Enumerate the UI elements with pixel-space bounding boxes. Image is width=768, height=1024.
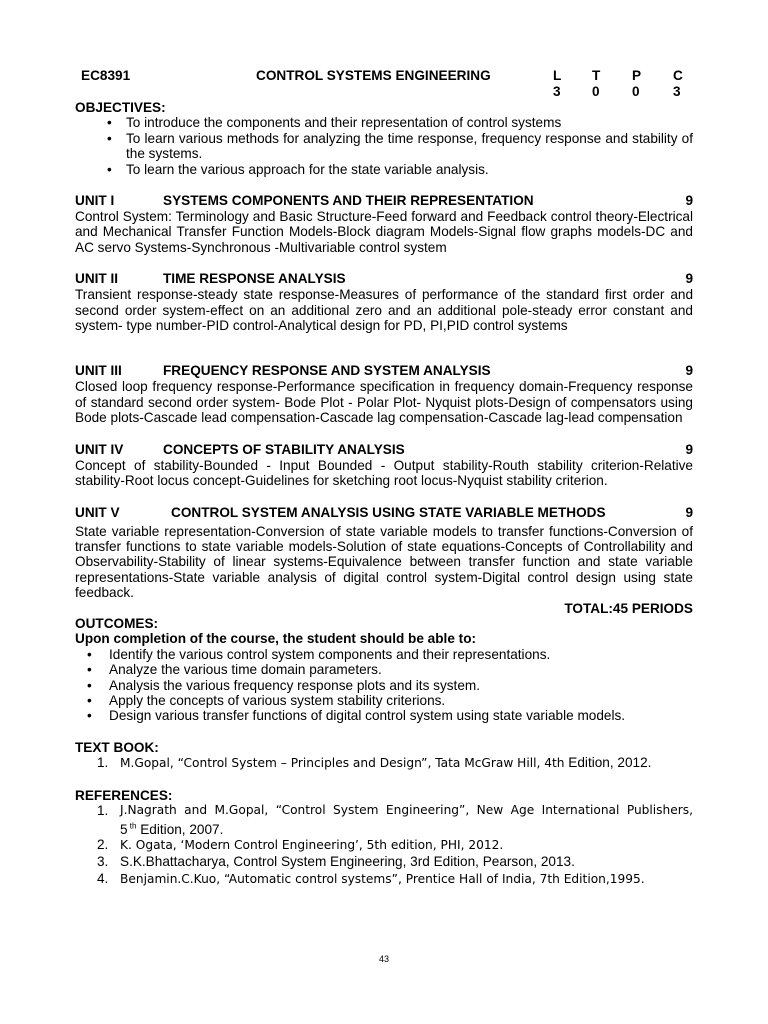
total-periods: TOTAL:45 PERIODS (564, 600, 693, 616)
unit-3-body: Closed loop frequency response-Performance specification in frequency domain-Frequency response of standard second order system- Bode Plot - Polar Plot- Nyquist plots-Design of compensators using Bode plots-Cascade lead compensation-Cascade lag compensation-Cascade lag-lead compensation (75, 379, 693, 426)
objectives-heading: OBJECTIVES: (75, 100, 166, 115)
course-code: EC8391 (81, 68, 131, 83)
reference-citation: Benjamin.C.Kuo, “Automatic control systems”, Prentice Hall of India, 7th Edition,1995. (120, 872, 645, 887)
unit-2-heading (75, 271, 693, 287)
course-title: CONTROL SYSTEMS ENGINEERING (256, 68, 491, 83)
reference-citation: S.K.Bhattacharya, Control System Engineering, 3rd Edition, Pearson, 2013. (120, 853, 575, 869)
unit-title: FREQUENCY RESPONSE AND SYSTEM ANALYSIS (163, 363, 491, 379)
unit-4-body: Concept of stability-Bounded - Input Bounded - Output stability-Routh stability criterion-Relative stability-Root locus concept-Guidelines for sketching root locus-Nyquist stability criterion. (75, 457, 693, 489)
course-header (75, 68, 693, 98)
ltpc-value-t: 0 (592, 84, 600, 99)
unit-5-body: State variable representation-Conversion of state variable models to transfer functions-Conversion of transfer functions to state variable models-Solution of state equations-Concepts of Controllability and Observability-Stability of linear systems-Equivalence between transfer function and state variable representations-State variable analysis of digital control system-Digital control design using state feedback. (75, 523, 693, 601)
ltpc-value-p: 0 (632, 84, 640, 99)
ltpc-label-l: L (553, 68, 562, 83)
unit-hours: 9 (685, 441, 693, 457)
reference-citation-line2: 5 $^{th}$ Edition, 2007. (120, 821, 224, 837)
textbook-list (75, 755, 693, 771)
outcome-item: • Design various transfer functions of digital control system using state variable models. (75, 708, 693, 723)
outcomes-subheading: Upon completion of the course, the student should be able to: (75, 631, 477, 647)
unit-title: CONTROL SYSTEM ANALYSIS USING STATE VARIABLE METHODS (171, 504, 606, 520)
unit-title: CONCEPTS OF STABILITY ANALYSIS (163, 441, 405, 457)
textbook-heading: TEXT BOOK: (75, 739, 159, 755)
unit-code: UNIT II (75, 271, 119, 287)
item-number: 3. (97, 853, 109, 869)
reference-item (75, 854, 693, 869)
unit-hours: 9 (685, 363, 693, 379)
syllabus-page (75, 68, 693, 888)
unit-hours: 9 (685, 504, 693, 520)
reference-citation: K. Ogata, ‘Modern Control Engineering’, 5th edition, PHI, 2012. (120, 838, 504, 853)
unit-code: UNIT V (75, 504, 120, 520)
unit-code: UNIT I (75, 193, 115, 209)
item-number: 4. (97, 871, 109, 887)
ltpc-value-c: 3 (673, 84, 681, 99)
ltpc-label-c: C (673, 68, 683, 83)
outcome-item: • Analyze the various time domain parameters. (75, 662, 693, 677)
unit-hours: 9 (685, 271, 693, 287)
unit-title: SYSTEMS COMPONENTS AND THEIR REPRESENTATION (163, 193, 534, 209)
outcome-item: • Apply the concepts of various system stability criterions. (75, 693, 693, 708)
textbook-citation: M.Gopal, “Control System – Principles and Design”, Tata McGraw Hill, 4th (120, 756, 565, 771)
unit-5-heading (75, 505, 693, 521)
reference-citation: J.Nagrath and M.Gopal, “Control System Engineering”, New Age International Publishers, (120, 803, 693, 817)
reference-item (75, 803, 693, 837)
page-number: 43 (378, 954, 389, 964)
ltpc-label-t: T (592, 68, 601, 83)
unit-code: UNIT III (75, 363, 122, 379)
unit-hours: 9 (685, 193, 693, 209)
outcome-item: • Analysis the various frequency response plots and its system. (75, 678, 693, 693)
ltpc-label-p: P (632, 68, 642, 83)
objective-item: • To learn various methods for analyzing the time response, frequency response and stability of the systems. (75, 131, 693, 162)
ltpc-value-l: 3 (553, 84, 561, 99)
item-number: 1. (97, 755, 109, 771)
unit-code: UNIT IV (75, 441, 124, 457)
unit-2-body: Transient response-steady state response-Measures of performance of the standard first order and second order system-effect on an additional zero and an additional pole-steady error constant and system- type number-PID control-Analytical design for PD, PI,PID control systems (75, 287, 693, 334)
unit-1-body: Control System: Terminology and Basic Structure-Feed forward and Feedback control theory-Electrical and Mechanical Transfer Function Models-Block diagram Models-Signal flow graphs models-DC and AC servo Systems-Synchronous -Multivariable control system (75, 209, 693, 255)
outcome-item: • Identify the various control system components and their representations. (75, 647, 693, 662)
unit-3-heading (75, 363, 693, 379)
objective-item: • To introduce the components and their representation of control systems (75, 115, 693, 130)
item-number: 1. (97, 803, 109, 818)
textbook-item (75, 755, 693, 771)
item-number: 2. (97, 837, 109, 853)
textbook-citation-tail: Edition, 2012. (564, 755, 652, 771)
unit-4-heading (75, 442, 693, 458)
reference-item (75, 871, 693, 887)
reference-item (75, 837, 693, 853)
outcomes-heading: OUTCOMES: (75, 615, 159, 631)
references-heading: REFERENCES: (75, 787, 173, 803)
unit-1-heading (75, 193, 693, 209)
unit-title: TIME RESPONSE ANALYSIS (163, 271, 346, 287)
references-list (75, 803, 693, 888)
outcomes-list (75, 647, 693, 724)
objectives-list (75, 115, 693, 177)
objective-item: • To learn the various approach for the state variable analysis. (75, 162, 693, 177)
